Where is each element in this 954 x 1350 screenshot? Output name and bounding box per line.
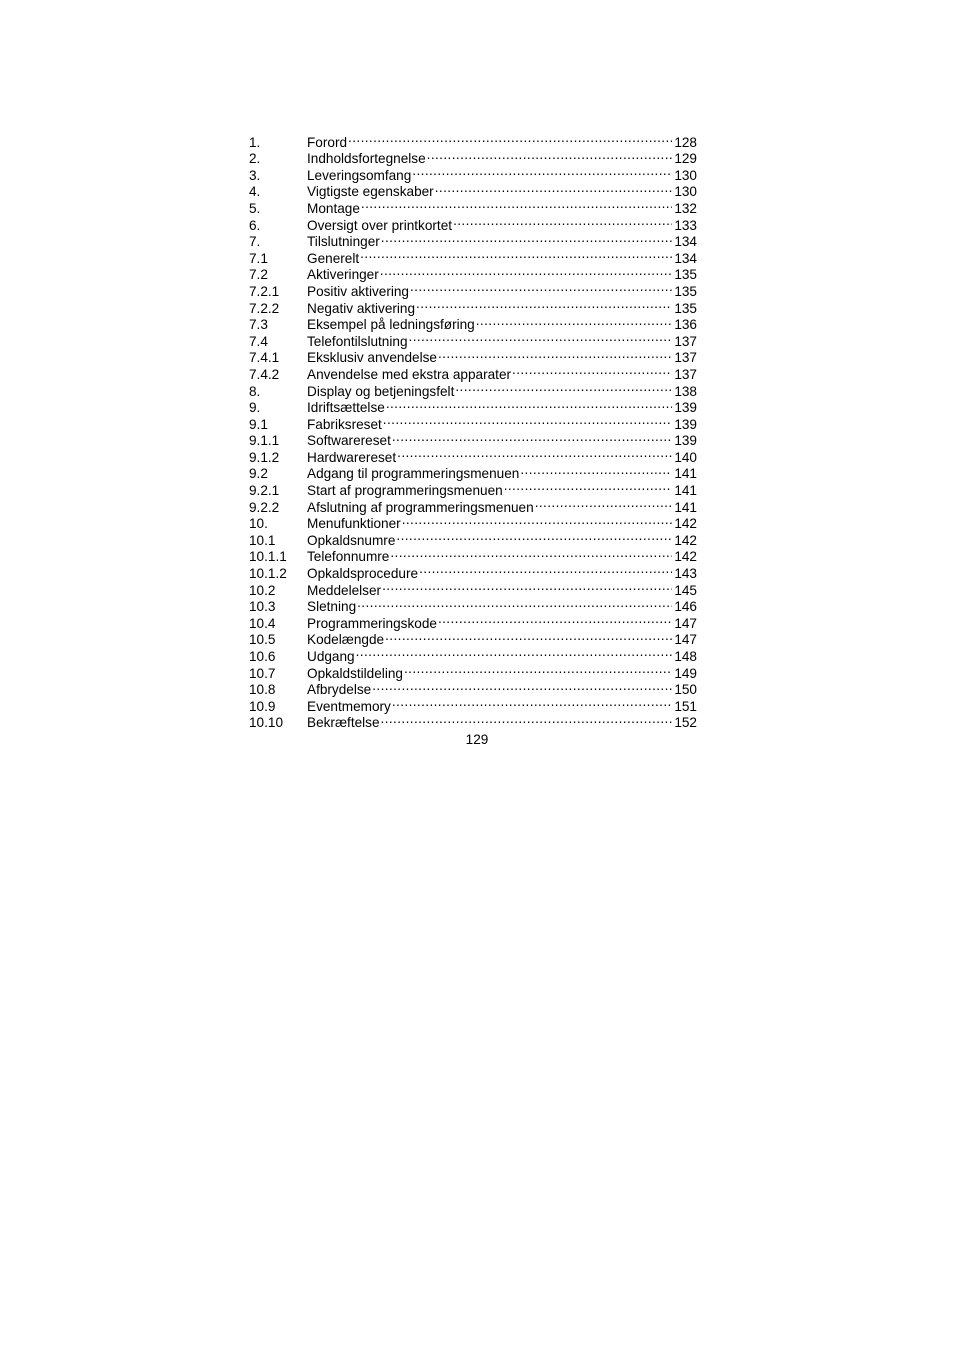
toc-entry-page: 136 xyxy=(674,317,697,333)
toc-entry-number: 9.1.1 xyxy=(249,433,280,449)
toc-entry-title: Udgang xyxy=(307,649,355,664)
toc-entry-page: 135 xyxy=(674,283,697,299)
toc-entry-page: 134 xyxy=(674,250,697,266)
toc-entry-title: Forord xyxy=(307,134,348,150)
toc-entry-title: Adgang til programmeringsmenuen xyxy=(307,466,520,482)
toc-entry-number: 10.4 xyxy=(249,615,276,631)
toc-entry-page: 142 xyxy=(674,516,697,532)
toc-entry-number: 2. xyxy=(249,151,261,167)
toc-entry-number: 10.5 xyxy=(249,632,276,648)
toc-entry-page: 137 xyxy=(674,350,697,366)
toc-dot-leader xyxy=(535,495,673,512)
toc-dot-leader xyxy=(397,445,672,462)
toc-entry-page: 148 xyxy=(674,649,697,664)
toc-entry-number: 7.1 xyxy=(249,250,268,266)
toc-dot-leader xyxy=(520,462,672,479)
toc-entry-number: 3. xyxy=(249,167,261,183)
toc-entry-number: 7.4.2 xyxy=(249,366,280,382)
toc-entry-title: Opkaldsprocedure xyxy=(307,566,419,582)
toc-entry-page: 146 xyxy=(674,599,697,615)
toc-dot-leader xyxy=(372,678,672,695)
toc-entry-page: 132 xyxy=(674,200,697,216)
toc-dot-leader xyxy=(412,163,672,180)
toc-entry-number: 10.8 xyxy=(249,682,276,698)
toc-dot-leader xyxy=(504,478,673,495)
toc-entry-title: Kodelængde xyxy=(307,632,385,648)
toc-dot-leader xyxy=(409,329,673,346)
toc-dot-leader xyxy=(381,711,673,728)
toc-dot-leader xyxy=(357,595,672,612)
toc-entry-number: 9.2 xyxy=(249,466,268,482)
toc-entry-page: 139 xyxy=(674,400,697,416)
toc-dot-leader xyxy=(455,379,672,396)
toc-entry-page: 152 xyxy=(674,715,697,731)
toc-entry-number: 10.7 xyxy=(249,665,276,681)
toc-entry-page: 150 xyxy=(674,682,697,698)
toc-entry-page: 135 xyxy=(674,300,697,316)
toc-entry-title: Negativ aktivering xyxy=(307,300,416,316)
toc-entry-number: 4. xyxy=(249,184,261,200)
toc-entry-title: Hardwarereset xyxy=(307,449,397,465)
toc-entry-number: 10.3 xyxy=(249,599,276,615)
toc-dot-leader xyxy=(512,362,672,379)
toc-dot-leader xyxy=(427,147,673,164)
toc-entry-page: 142 xyxy=(674,549,697,565)
toc-dot-leader xyxy=(392,429,672,446)
toc-dot-leader xyxy=(453,213,672,230)
toc-entry-page: 130 xyxy=(674,167,697,183)
toc-dot-leader xyxy=(438,611,672,628)
toc-entry-page: 135 xyxy=(674,267,697,283)
toc-entry-number: 7.2.1 xyxy=(249,283,280,299)
toc-dot-leader xyxy=(386,396,673,413)
toc-entry-title: Oversigt over printkortet xyxy=(307,217,453,233)
toc-dot-leader xyxy=(381,230,673,247)
toc-entry-number: 10.6 xyxy=(249,649,276,664)
toc-entry-title: Display og betjeningsfelt xyxy=(307,383,455,399)
toc-entry-title: Indholdsfortegnelse xyxy=(307,151,426,167)
toc-entry-title: Fabriksreset xyxy=(307,416,382,432)
toc-dot-leader xyxy=(361,196,672,213)
toc-entry-title: Eksempel på ledningsføring xyxy=(307,317,475,333)
toc-entry-number: 7.4 xyxy=(249,333,268,349)
toc-entry-title: Bekræftelse xyxy=(307,715,380,731)
toc-dot-leader xyxy=(410,279,672,296)
toc-entry-title: Aktiveringer xyxy=(307,267,379,283)
toc-entry-page: 141 xyxy=(674,483,697,499)
toc-entry-page: 129 xyxy=(674,151,697,167)
toc-entry-page: 133 xyxy=(674,217,697,233)
toc-entry-title: Telefonnumre xyxy=(307,549,390,565)
toc-entry-number: 10.9 xyxy=(249,698,276,714)
toc-entry-number: 7. xyxy=(249,234,261,250)
page-number: 129 xyxy=(465,732,489,747)
toc-entry-page: 151 xyxy=(674,698,697,714)
toc-entry-number: 1. xyxy=(249,134,261,150)
toc-entry-page: 137 xyxy=(674,333,697,349)
toc-dot-leader xyxy=(360,246,672,263)
toc-entry-title: Generelt xyxy=(307,250,360,266)
toc-entry-number: 10. xyxy=(249,516,268,532)
toc-entry-title: Eventmemory xyxy=(307,698,391,714)
toc-entry-number: 7.3 xyxy=(249,317,268,333)
toc-entry-number: 5. xyxy=(249,200,261,216)
toc-entry-page: 130 xyxy=(674,184,697,200)
toc-entry-page: 139 xyxy=(674,433,697,449)
toc-dot-leader xyxy=(402,512,673,529)
toc-entry-title: Anvendelse med ekstra apparater xyxy=(307,366,512,382)
toc-entry-title: Meddelelser xyxy=(307,582,382,598)
toc-entry-title: Montage xyxy=(307,200,360,216)
toc-entry-number: 6. xyxy=(249,217,261,233)
toc-entry-page: 137 xyxy=(674,366,697,382)
toc-entry-page: 141 xyxy=(674,466,697,482)
toc-entry-page: 139 xyxy=(674,416,697,432)
toc-dot-leader xyxy=(385,628,672,645)
toc-entry-page: 147 xyxy=(674,632,697,648)
toc-entry-title: Eksklusiv anvendelse xyxy=(307,350,437,366)
toc-entry xyxy=(249,130,697,150)
toc-dot-leader xyxy=(435,180,673,197)
toc-entry-number: 9.1 xyxy=(249,416,268,432)
toc-entry-number: 9.2.2 xyxy=(249,499,280,515)
toc-entry-title: Leveringsomfang xyxy=(307,167,412,183)
toc-entry-title: Opkaldsnumre xyxy=(307,532,396,548)
toc-entry-number: 9.2.1 xyxy=(249,483,280,499)
toc-entry-number: 7.2.2 xyxy=(249,300,280,316)
toc-entry-number: 10.1.1 xyxy=(249,549,287,565)
toc-entry-title: Positiv aktivering xyxy=(307,283,409,299)
toc-dot-leader xyxy=(419,561,672,578)
toc-entry-page: 142 xyxy=(674,532,697,548)
toc-dot-leader xyxy=(382,578,672,595)
toc-dot-leader xyxy=(356,644,673,661)
toc-entry-number: 9.1.2 xyxy=(249,449,280,465)
toc-entry-title: Sletning xyxy=(307,599,357,615)
toc-dot-leader xyxy=(438,346,672,363)
toc-dot-leader xyxy=(392,694,672,711)
toc-entry-page: 140 xyxy=(674,449,697,465)
toc-entry-title: Tilslutninger xyxy=(307,234,380,250)
table-of-contents xyxy=(249,130,697,731)
toc-dot-leader xyxy=(390,545,672,562)
toc-dot-leader xyxy=(380,263,673,280)
toc-entry-title: Vigtigste egenskaber xyxy=(307,184,434,200)
toc-entry-number: 10.1.2 xyxy=(249,566,287,582)
toc-entry-page: 149 xyxy=(674,665,697,681)
toc-entry-title: Telefontilslutning xyxy=(307,333,408,349)
toc-entry-page: 138 xyxy=(674,383,697,399)
toc-entry-title: Programmeringskode xyxy=(307,615,437,631)
toc-entry-page: 141 xyxy=(674,499,697,515)
toc-entry-number: 10.2 xyxy=(249,582,276,598)
toc-entry-number: 7.4.1 xyxy=(249,350,280,366)
toc-dot-leader xyxy=(416,296,672,313)
toc-entry-title: Afslutning af programmeringsmenuen xyxy=(307,499,534,515)
toc-entry-title: Idriftsættelse xyxy=(307,400,385,416)
toc-entry-page: 147 xyxy=(674,615,697,631)
toc-entry-number: 10.10 xyxy=(249,715,284,731)
toc-entry-page: 128 xyxy=(674,134,697,150)
toc-entry-number: 7.2 xyxy=(249,267,268,283)
toc-entry-title: Afbrydelse xyxy=(307,682,372,698)
toc-entry-page: 134 xyxy=(674,234,697,250)
toc-dot-leader xyxy=(396,528,672,545)
toc-entry-title: Opkaldstildeling xyxy=(307,665,403,681)
toc-entry-number: 9. xyxy=(249,400,261,416)
toc-dot-leader xyxy=(404,661,672,678)
toc-entry-page: 143 xyxy=(674,566,697,582)
toc-entry-number: 8. xyxy=(249,383,261,399)
toc-entry-title: Start af programmeringsmenuen xyxy=(307,483,503,499)
toc-entry-number: 10.1 xyxy=(249,532,276,548)
toc-dot-leader xyxy=(348,130,672,147)
toc-entry-title: Softwarereset xyxy=(307,433,391,449)
toc-entry-title: Menufunktioner xyxy=(307,516,401,532)
toc-dot-leader xyxy=(383,412,673,429)
toc-dot-leader xyxy=(476,313,673,330)
toc-entry-page: 145 xyxy=(674,582,697,598)
